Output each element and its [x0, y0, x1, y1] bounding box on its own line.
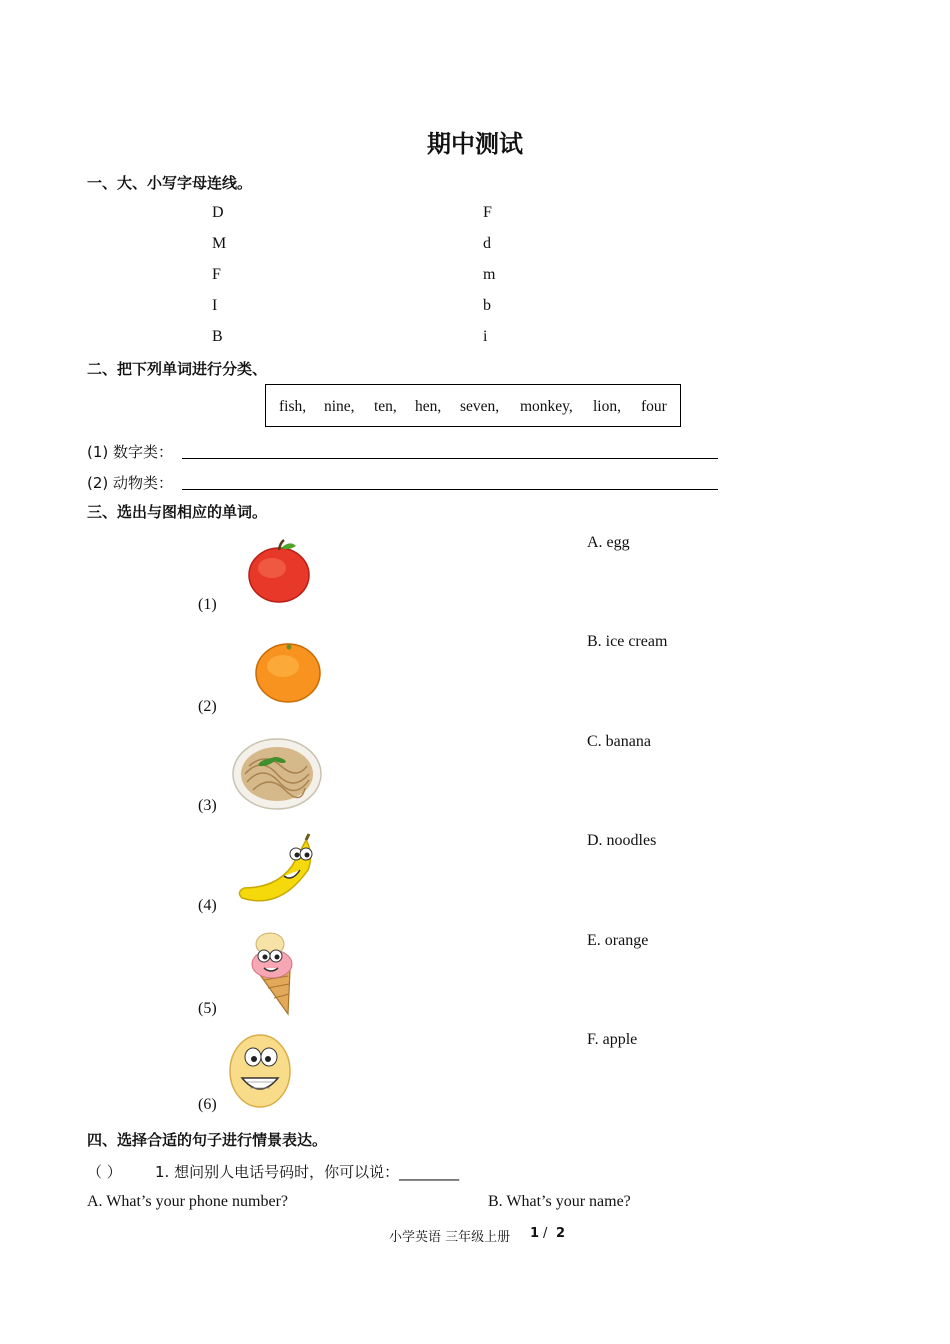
word-box	[265, 384, 681, 427]
answer-parenthesis[interactable]: （ ）	[87, 1163, 122, 1181]
apple-picture	[244, 538, 314, 604]
word: hen,	[415, 398, 442, 415]
option-label: F. apple	[587, 1031, 638, 1048]
orange-picture	[253, 642, 323, 704]
question-text: 1. 想问别人电话号码时，你可以说：________	[155, 1163, 460, 1181]
footer-total-pages: 2	[556, 1226, 566, 1241]
uppercase-letter: F	[212, 266, 221, 283]
item-number: (2)	[198, 698, 217, 715]
section3-heading: 三、选出与图相应的单词。	[87, 503, 268, 521]
uppercase-letter: I	[212, 297, 218, 314]
option-label: D. noodles	[587, 832, 657, 849]
uppercase-letter: D	[212, 204, 224, 221]
lowercase-letter: b	[483, 297, 491, 314]
word: ten,	[374, 398, 397, 415]
section1-heading: 一、大、小写字母连线。	[87, 174, 253, 192]
option-b: B. What’s your name?	[488, 1193, 631, 1210]
uppercase-letter: M	[212, 235, 227, 252]
word: four	[641, 398, 667, 415]
word: lion,	[593, 398, 621, 415]
word: monkey,	[520, 398, 573, 415]
option-label: C. banana	[587, 733, 651, 750]
section2-heading: 二、把下列单词进行分类、	[87, 360, 268, 378]
answer-line-numbers[interactable]	[182, 458, 718, 459]
ice-cream-picture	[244, 928, 300, 1016]
footer-separator: /	[543, 1226, 548, 1241]
item-number: (5)	[198, 1000, 217, 1017]
footer-page-number: 1	[530, 1226, 540, 1241]
number-category-label: (1) 数字类：	[87, 443, 174, 461]
option-label: A. egg	[587, 534, 630, 551]
word: fish,	[279, 398, 307, 415]
animal-category-label: (2) 动物类：	[87, 474, 174, 492]
footer-label: 小学英语 三年级上册	[389, 1230, 511, 1245]
section4-heading: 四、选择合适的句子进行情景表达。	[87, 1131, 328, 1149]
lowercase-letter: m	[483, 266, 496, 283]
lowercase-letter: d	[483, 235, 491, 252]
page-title: 期中测试	[427, 130, 523, 158]
item-number: (6)	[198, 1096, 217, 1113]
banana-picture	[230, 830, 330, 912]
item-number: (1)	[198, 596, 217, 613]
uppercase-letter: B	[212, 328, 223, 345]
option-label: B. ice cream	[587, 633, 668, 650]
item-number: (4)	[198, 897, 217, 914]
word: seven,	[460, 398, 500, 415]
option-a: A. What’s your phone number?	[87, 1193, 288, 1210]
lowercase-letter: F	[483, 204, 492, 221]
item-number: (3)	[198, 797, 217, 814]
option-label: E. orange	[587, 932, 649, 949]
egg-picture	[226, 1030, 294, 1110]
answer-line-animals[interactable]	[182, 489, 718, 490]
noodles-picture	[231, 736, 323, 810]
lowercase-letter: i	[483, 328, 488, 345]
word: nine,	[324, 398, 355, 415]
